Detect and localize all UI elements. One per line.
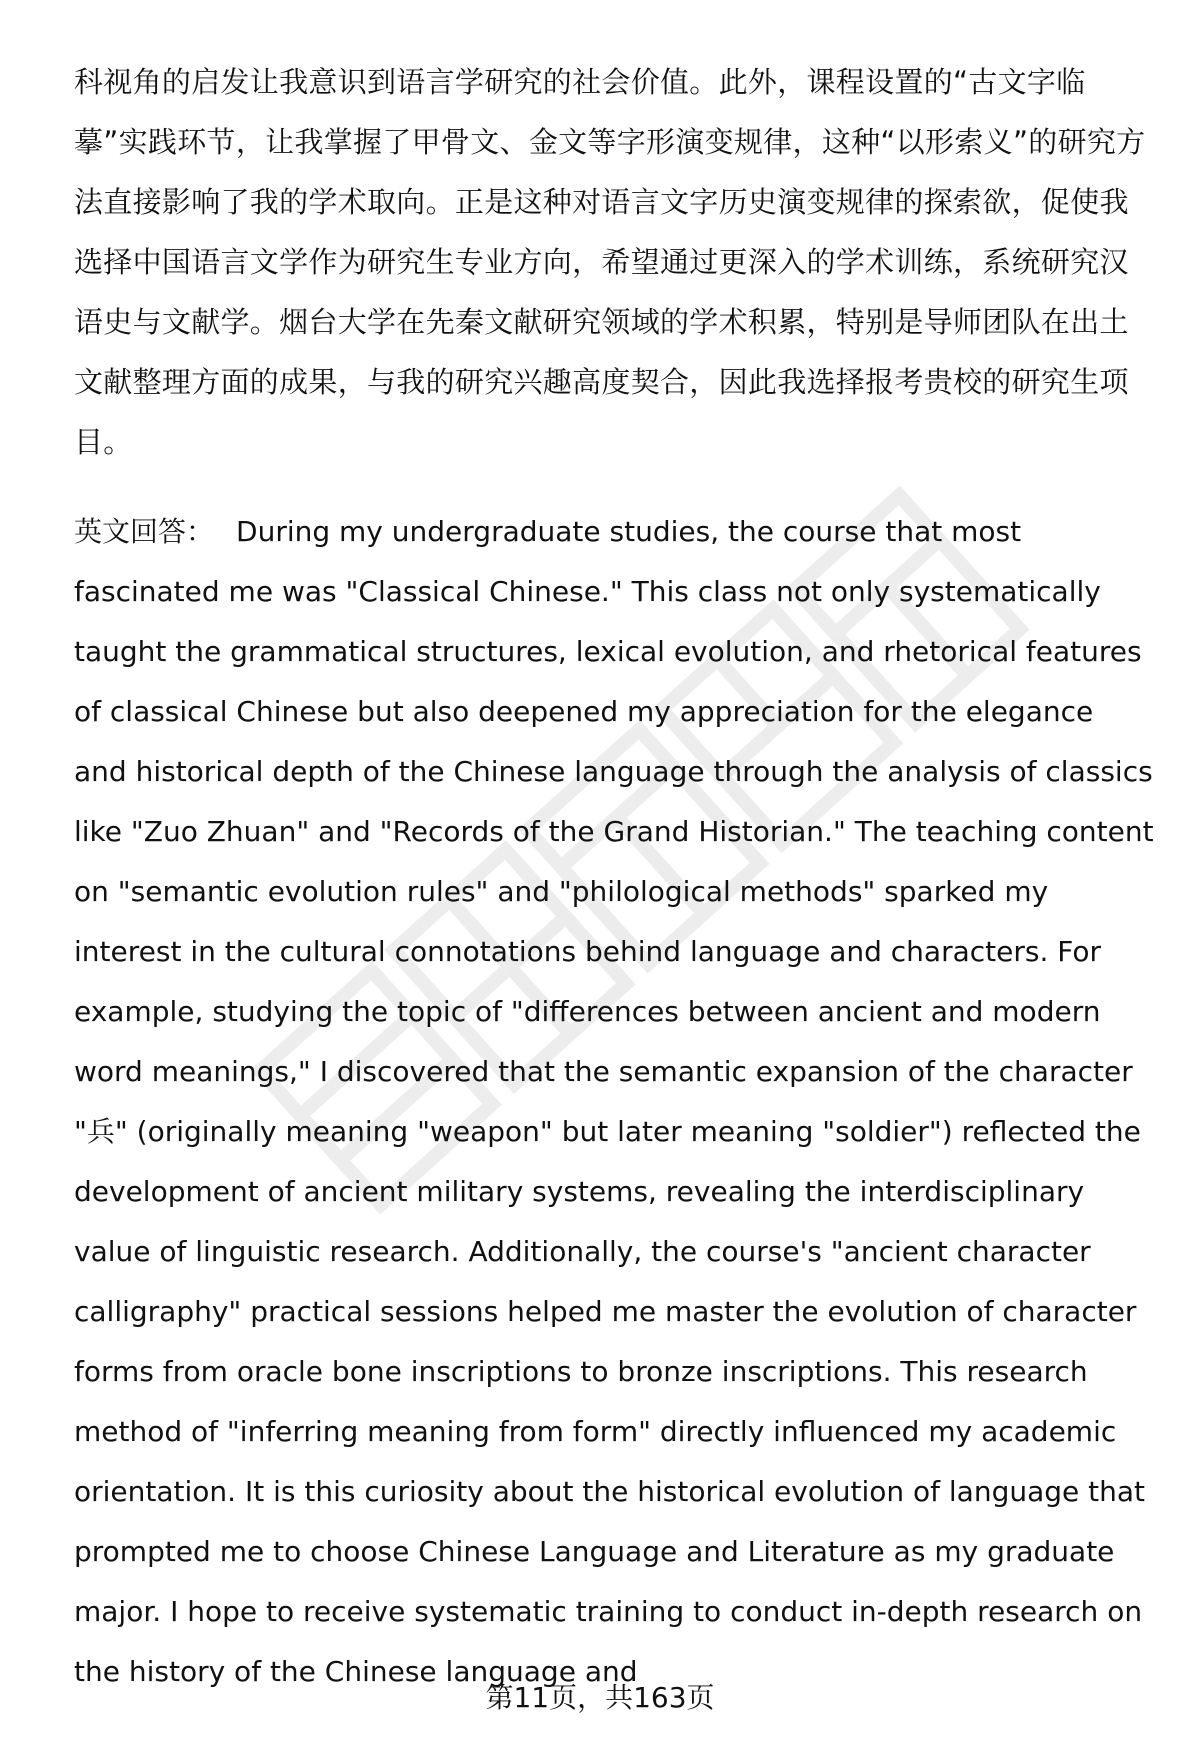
english-answer-label: 英文回答：: [74, 515, 215, 548]
chinese-answer-paragraph: 科视角的启发让我意识到语言学研究的社会价值。此外，课程设置的“古文字临摹”实践环节，让我掌握了甲骨文、金文等字形演变规律，这种“以形索义”的研究方法直接影响了我的学术取向。正是这种对语言文字历史演变规律的探索欲，促使我选择中国语言文学作为研究生专业方向，希望通过更深入的学术训练，系统研究汉语史与文献学。烟台大学在先秦文献研究领域的学术积累，特别是导师团队在出土文献整理方面的成果，与我的研究兴趣高度契合，因此我选择报考贵校的研究生项目。: [74, 65, 1146, 459]
document-body: [74, 52, 1154, 1702]
page-number-footer: 第11页，共163页: [485, 1681, 715, 1714]
english-answer-paragraph: [74, 502, 1154, 1702]
english-answer-text: During my undergraduate studies, the course that most fascinated me was "Classical Chinese." This class not only systematically taught the grammatical structures, lexical evolution, and rhetorical features of classical Chinese but also deepened my appreciation for the elegance and historical depth of the Chinese language through the analysis of classics like "Zuo Zhuan" and "Records of the Grand Historian." The teaching content on "semantic evolution rules" and "philological methods" sparked my interest in the cultural connotations behind language and characters. For example, studying the topic of "differences between ancient and modern word meanings," I discovered that the semantic expansion of the character "兵" (originally meaning "weapon" but later meaning "soldier") reflected the development of ancient military systems, revealing the interdisciplinary value of linguistic research. Additionally, the course's "ancient character calligraphy" practical sessions helped me master the evolution of character forms from oracle bone inscriptions to bronze inscriptions. This research method of "inferring meaning from form" directly influenced my academic orientation. It is this curiosity about the historical evolution of language that prompted me to choose Chinese Language and Literature as my graduate major. I hope to receive systematic training to conduct in-depth research on the history of the Chinese language and: [74, 515, 1154, 1688]
